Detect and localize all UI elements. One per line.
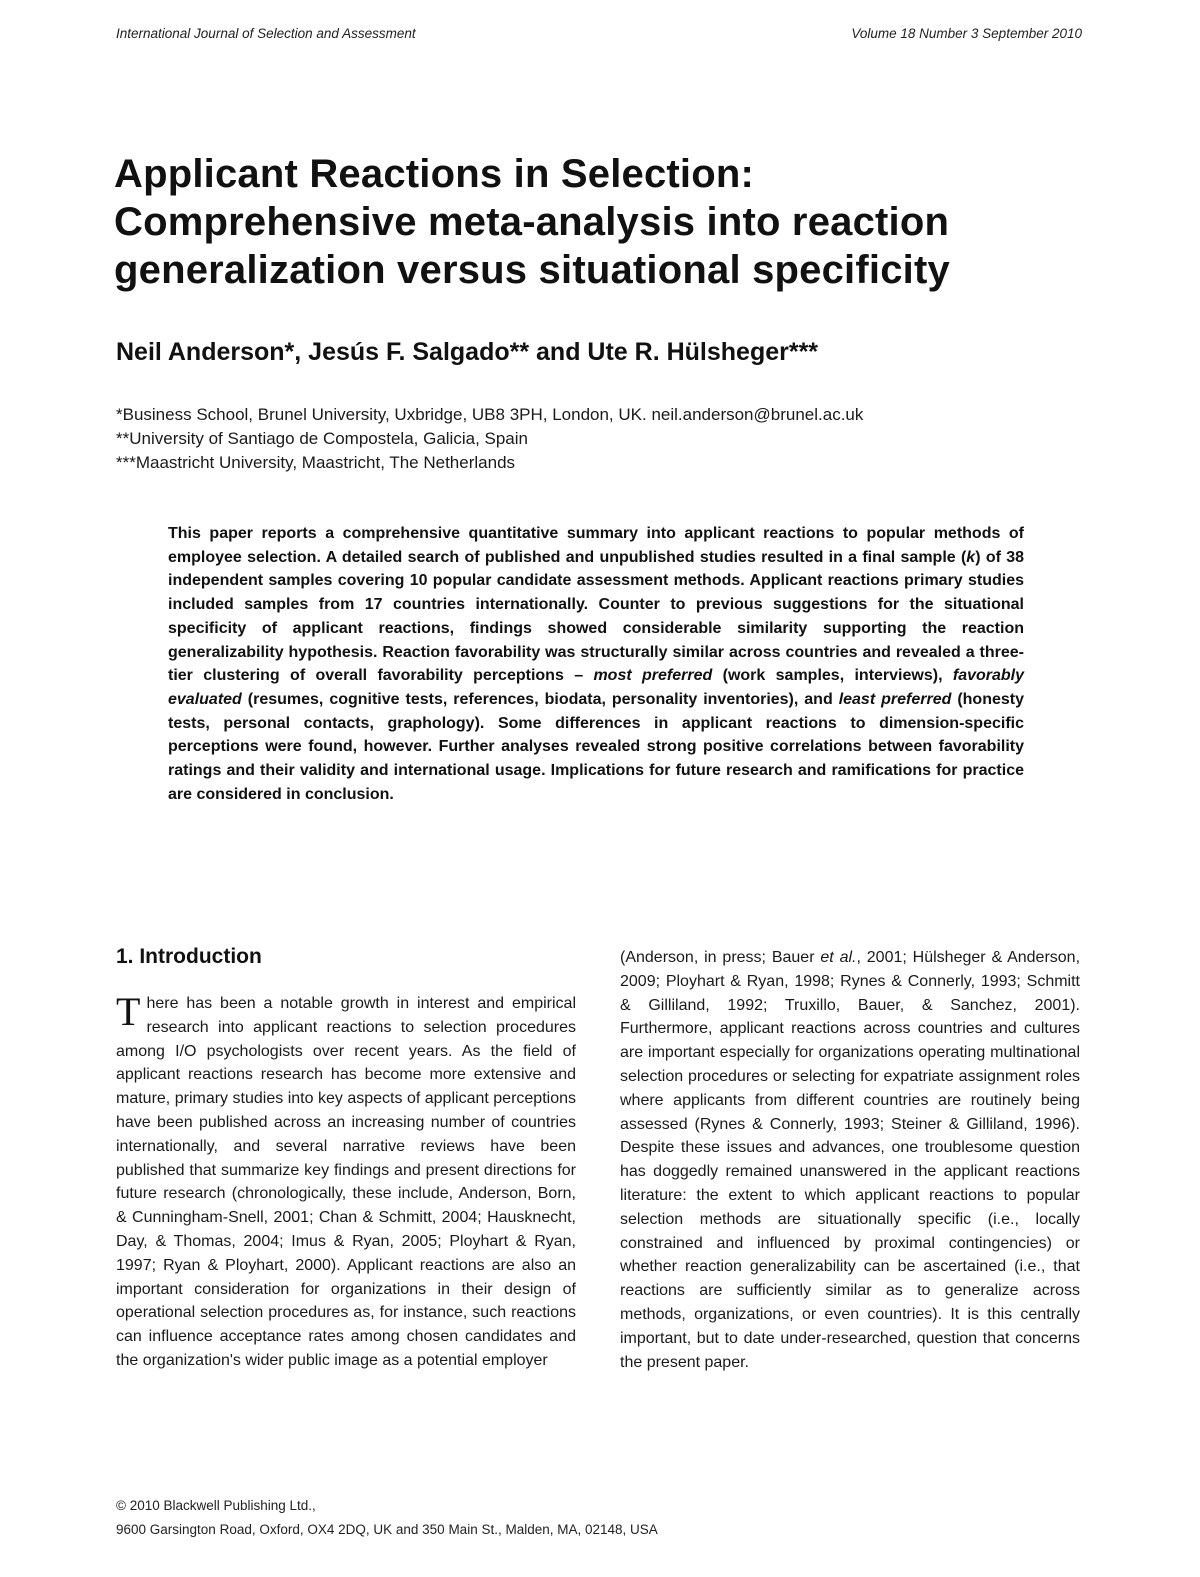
journal-name: International Journal of Selection and Assessment (116, 26, 416, 41)
abstract-text: ) of 38 independent samples covering 10 popular candidate assessment methods. Applicant reactions primary studies included samples from 17 countries internationally. Counter to previous suggestions for the situational specificity of applicant reactions, findings showed considerable similarity supporting the reaction generalizability hypothesis. Reaction favorability was structurally similar across countries and revealed a three-tier clustering of overall favorability perceptions – (168, 548, 1025, 685)
authors: Neil Anderson*, Jesús F. Salgado** and Ute R. Hülsheger*** (116, 338, 819, 366)
left-column (116, 942, 576, 1373)
copyright: © 2010 Blackwell Publishing Ltd., (116, 1498, 316, 1513)
intro-paragraph (116, 989, 576, 1373)
affiliation: *Business School, Brunel University, Uxbridge, UB8 3PH, London, UK. neil.anderson@brunel.ac.uk (116, 405, 864, 424)
tier-least-preferred: least preferred (838, 690, 952, 708)
abstract-text: This paper reports a comprehensive quantitative summary into applicant reactions to popular methods of employee selection. A detailed search of published and unpublished studies resulted in a final sample ( (168, 525, 1024, 566)
intro-text: (Anderson, in press; Bauer (620, 949, 821, 966)
intro-text: here has been a notable growth in interest and empirical research into applicant reactions to selection procedures among I/O psychologists over recent years. As the field of applicant reactions research has become more extensive and mature, primary studies into key aspects of applicant perceptions have been published across an increasing number of countries internationally, and several narrative reviews have been published that summarize key findings and present directions for future research (chronologically, these include, Anderson, Born, & Cunningham-Snell, 2001; Chan & Schmitt, 2004; Hausknecht, Day, & Thomas, 2004; Imus & Ryan, 2005; Ployhart & Ryan, 1997; Ryan & Ployhart, 2000). Applicant reactions are also an important consideration for organizations in their design of operational selection procedures as, for instance, such reactions can influence acceptance rates among chosen candidates and the organization's wider public image as a potential employer (116, 995, 576, 1369)
right-column (620, 946, 1080, 1374)
article-title (114, 150, 1094, 294)
title-line: Comprehensive meta-analysis into reaction (114, 200, 950, 244)
running-head (116, 26, 1082, 41)
abstract-text: (resumes, cognitive tests, references, biodata, personality inventories), and (241, 690, 839, 708)
title-line: generalization versus situational specificity (114, 248, 950, 292)
tier-most-preferred: most preferred (593, 667, 713, 685)
abstract (168, 522, 1024, 806)
citation-et-al: et al. (820, 949, 857, 966)
intro-paragraph-continued (620, 946, 1080, 1374)
section-heading: 1. Introduction (116, 945, 262, 968)
affiliation: ***Maastricht University, Maastricht, The Netherlands (116, 453, 516, 472)
abstract-k: k (966, 548, 976, 566)
drop-cap: T (116, 989, 141, 1034)
title-line: Applicant Reactions in Selection: (114, 152, 755, 196)
footer (116, 1494, 658, 1542)
abstract-text: (honesty tests, personal contacts, graphology). Some differences in applicant reactions to dimension-specific perceptions were found, however. Further analyses revealed strong positive correlations between favorability ratings and their validity and international usage. Implications for future research and ramifications for practice are considered in conclusion. (168, 690, 1025, 803)
issue-info: Volume 18 Number 3 September 2010 (851, 26, 1082, 41)
intro-text: , 2001; Hülsheger & Anderson, 2009; Ployhart & Ryan, 1998; Rynes & Connerly, 1993; Schmitt & Gilliland, 1992; Truxillo, Bauer, & Sanchez, 2001). Furthermore, applicant reactions across countries and cultures are important especially for organizations operating multinational selection procedures or selecting for expatriate assignment roles where applicants from different countries are routinely being assessed (Rynes & Connerly, 1993; Steiner & Gilliland, 1996). Despite these issues and advances, one troublesome question has doggedly remained unanswered in the applicant reactions literature: the extent to which applicant reactions to popular selection methods are situationally specific (i.e., locally constrained and influenced by proximal contingencies) or whether reaction generalizability can be ascertained (i.e., that reactions are sufficiently similar as to generalize across methods, organizations, or even countries). It is this centrally important, but to date under-researched, question that concerns the present paper. (620, 949, 1081, 1371)
abstract-text: (work samples, interviews), (712, 667, 953, 685)
tier-favorably-evaluated: favorably evaluated (168, 667, 1025, 708)
affiliation: **University of Santiago de Compostela, Galicia, Spain (116, 429, 528, 448)
affiliations (116, 403, 863, 475)
publisher-address: 9600 Garsington Road, Oxford, OX4 2DQ, UK and 350 Main St., Malden, MA, 02148, USA (116, 1522, 658, 1537)
